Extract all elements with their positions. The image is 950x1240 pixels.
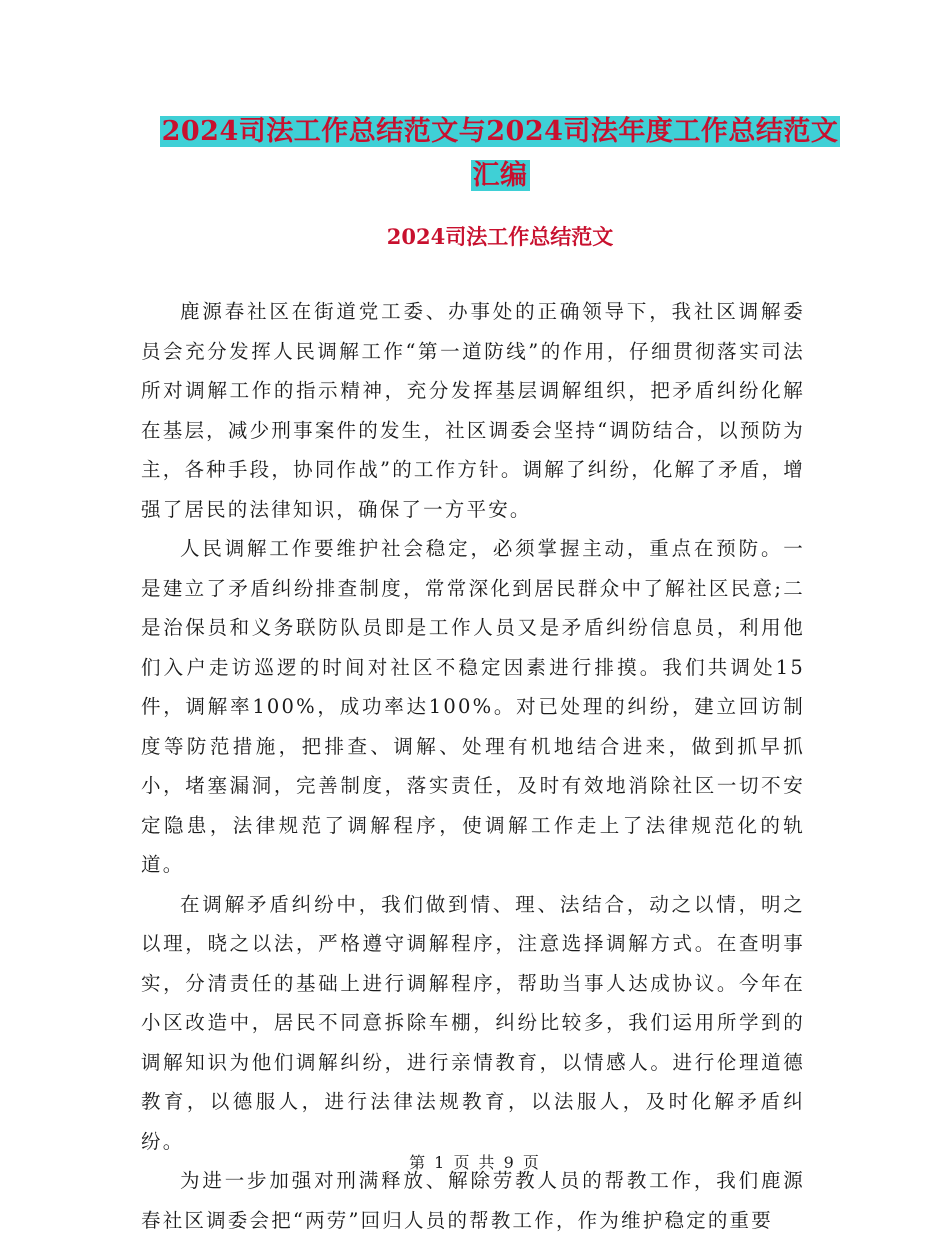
page-footer: 第 1 页 共 9 页 xyxy=(409,1153,541,1172)
document-title xyxy=(140,110,860,198)
paragraph: 鹿源春社区在街道党工委、办事处的正确领导下，我社区调解委员会充分发挥人民调解工作“第一道防线”的作用，仔细贯彻落实司法所对调解工作的指示精神，充分发挥基层调解组织，把矛盾纠纷化解在基层，减少刑事案件的发生，社区调委会坚持“调防结合，以预防为主，各种手段，协同作战”的工作方针。调解了纠纷，化解了矛盾，增强了居民的法律知识，确保了一方平安。 xyxy=(141,300,805,521)
paragraph: 在调解矛盾纠纷中，我们做到情、理、法结合，动之以情，明之以理，晓之以法，严格遵守调解程序，注意选择调解方式。在查明事实，分清责任的基础上进行调解程序，帮助当事人达成协议。今年在小区改造中，居民不同意拆除车棚，纠纷比较多，我们运用所学到的调解知识为他们调解纠纷，进行亲情教育，以情感人。进行伦理道德教育，以德服人，进行法律法规教育，以法服人，及时化解矛盾纠纷。 xyxy=(141,892,805,1153)
paragraph: 人民调解工作要维护社会稳定，必须掌握主动，重点在预防。一是建立了矛盾纠纷排查制度，常常深化到居民群众中了解社区民意;二是治保员和义务联防队员即是工作人员又是矛盾纠纷信息员，利用他们入户走访巡逻的时间对社区不稳定因素进行排摸。我们共调处15件，调解率100%，成功率达100%。对已处理的纠纷，建立回访制度等防范措施，把排查、调解、处理有机地结合进来，做到抓早抓小，堵塞漏洞，完善制度，落实责任，及时有效地消除社区一切不安定隐患，法律规范了调解程序，使调解工作走上了法律规范化的轨道。 xyxy=(141,537,805,876)
document-body xyxy=(141,292,805,1240)
section-title: 2024司法工作总结范文 xyxy=(386,224,614,249)
title-line-2: 汇编 xyxy=(472,160,528,191)
paragraph: 为进一步加强对刑满释放、解除劳教人员的帮教工作，我们鹿源春社区调委会把“两劳”回归人员的帮教工作，作为维护稳定的重要 xyxy=(141,1169,805,1232)
title-line-1: 2024司法工作总结范文与2024司法年度工作总结范文 xyxy=(161,116,839,147)
